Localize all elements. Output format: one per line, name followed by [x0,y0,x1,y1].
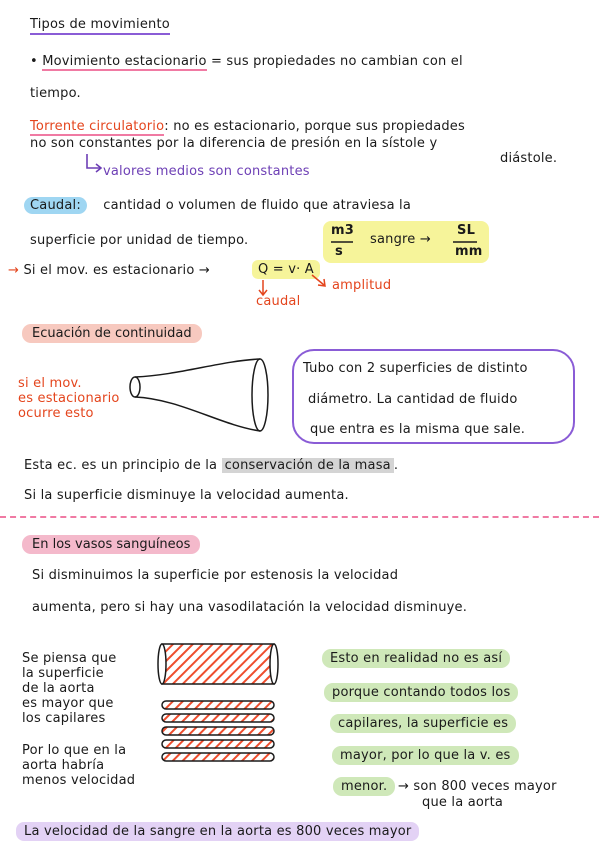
unit-m3: m3 [331,223,354,238]
formula: Q = v· A [252,260,320,279]
torrente-arrow-icon [84,152,104,172]
continuidad-side-note-2: es estacionario [18,391,120,406]
sangre-fraction-bar [453,241,479,243]
vasos-right-5: menor. [333,777,395,796]
estacionario-definition: = sus propiedades no cambian con el [210,54,463,69]
vasos-left-a-1: Se piensa que [22,651,117,666]
aorta-diagram [156,640,286,692]
vasos-right-note-1: → son 800 veces mayor [398,779,557,794]
caudal-line-1 [24,197,411,214]
vasos-left-b-3: menos velocidad [22,773,136,788]
vasos-line-1: Si disminuimos la superficie por estenosis la velocidad [32,568,399,583]
principle-c: . [393,458,399,473]
estacionario-term: Movimiento estacionario [42,54,207,69]
torrente-line-1 [30,118,465,135]
torrente-line-3: diástole. [500,151,558,166]
mov-arrow-icon: → [8,263,24,278]
bubble-line-2: diámetro. La cantidad de fluido [308,392,518,407]
amplitud-arrow-icon [312,275,332,289]
principle-highlight: conservación de la masa [222,458,394,473]
vasos-right-4: mayor, por lo que la v. es [332,746,519,765]
estacionario-line [30,53,463,70]
caudal-term: Caudal: [24,197,87,214]
torrente-rest: : no es estacionario, porque sus propiedades [164,119,465,134]
unit-s: s [335,244,343,259]
vasos-right-3: capilares, la superficie es [330,714,516,733]
torrente-note: valores medios son constantes [103,164,310,179]
vasos-right-1: Esto en realidad no es así [322,649,510,668]
sangre-label: sangre → [370,232,431,247]
mov-text: Si el mov. es estacionario → [23,263,210,278]
vasos-line-2: aumenta, pero si hay una vasodilatación la velocidad disminuye. [32,600,468,615]
vasos-right-2: porque contando todos los [324,683,518,702]
bullet-dot: • [30,54,43,69]
surface-line: Si la superficie disminuye la velocidad aumenta. [24,488,349,503]
caudal-line-2: superficie por unidad de tiempo. [30,233,249,248]
unit-fraction-bar [331,241,355,243]
vasos-left-a-4: es mayor que [22,696,114,711]
section-divider [0,516,599,518]
principle-line [24,457,398,474]
caudal-definition: cantidad o volumen de fluido que atraviesa la [103,198,412,213]
vasos-left-a-5: los capilares [22,711,106,726]
sangre-den: mm [455,244,483,259]
vasos-right-note-2: que la aorta [422,795,504,810]
continuidad-side-note-1: si el mov. [18,376,82,391]
bubble-line-1: Tubo con 2 superficies de distinto [303,361,528,376]
vasos-left-b-1: Por lo que en la [22,743,127,758]
vasos-title: En los vasos sanguíneos [22,535,200,554]
amplitud-label: amplitud [332,278,392,293]
vasos-left-a-2: la superficie [22,666,104,681]
torrente-line-2: no son constantes por la diferencia de presión en la sístole y [30,136,438,151]
page-title: Tipos de movimiento [30,16,170,35]
capillaries-diagram [156,697,286,767]
caudal-label: caudal [256,294,301,309]
mov-line [8,262,210,279]
continuidad-title: Ecuación de continuidad [22,324,202,343]
sangre-num: SL [457,223,476,238]
torrente-term: Torrente circulatorio [30,119,165,134]
vasos-left-a-3: de la aorta [22,681,95,696]
estacionario-cont: tiempo. [30,86,81,101]
principle-a: Esta ec. es un principio de la [24,458,218,473]
bubble-line-3: que entra es la misma que sale. [310,422,526,437]
vasos-footer: La velocidad de la sangre en la aorta es 800 veces mayor [16,822,419,841]
tube-diagram [120,355,280,445]
vasos-left-b-2: aorta habría [22,758,105,773]
continuidad-side-note-3: ocurre esto [18,406,94,421]
